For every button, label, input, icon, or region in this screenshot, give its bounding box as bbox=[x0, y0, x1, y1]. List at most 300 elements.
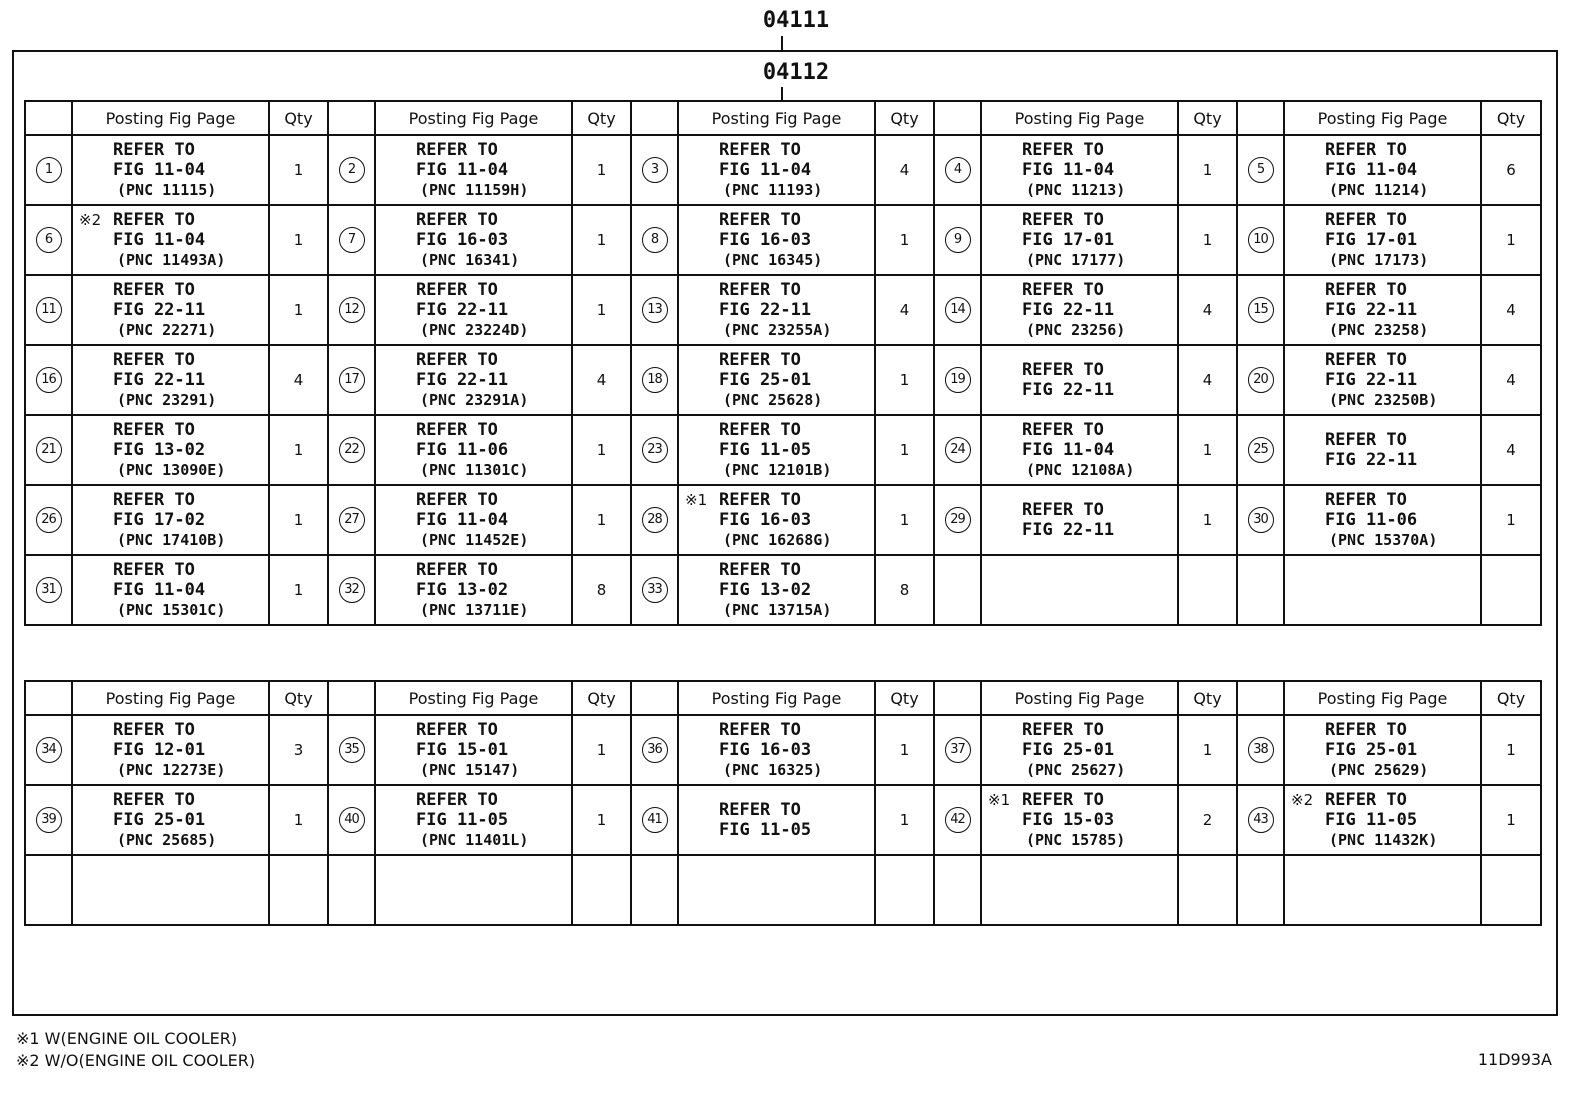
header-qty: Qty bbox=[1178, 681, 1237, 715]
fig-page-ref: FIG 22-11 bbox=[719, 300, 812, 320]
posting-fig-page-cell bbox=[72, 415, 269, 485]
fig-page-ref: FIG 11-05 bbox=[1325, 810, 1418, 830]
reference-text bbox=[982, 720, 1177, 780]
refer-to-label: REFER TO bbox=[416, 720, 498, 740]
table-header-row bbox=[25, 681, 1541, 715]
posting-fig-page-cell bbox=[1284, 205, 1481, 275]
fig-page-ref: FIG 11-04 bbox=[113, 160, 206, 180]
fig-page-ref: FIG 11-04 bbox=[1022, 440, 1115, 460]
item-number-cell bbox=[328, 715, 375, 785]
item-number: 31 bbox=[36, 577, 62, 603]
refer-to-label: REFER TO bbox=[719, 490, 801, 510]
posting-fig-page-cell bbox=[72, 275, 269, 345]
footnote-2: ※2 W/O(ENGINE OIL COOLER) bbox=[16, 1051, 256, 1070]
fig-page-ref: FIG 11-04 bbox=[719, 160, 812, 180]
pnc-ref: (PNC 25627) bbox=[1026, 761, 1126, 779]
reference-text bbox=[73, 350, 268, 410]
note-mark: ※1 bbox=[685, 491, 708, 509]
qty-cell: 1 bbox=[269, 135, 328, 205]
qty-cell: 1 bbox=[572, 135, 631, 205]
refer-to-label: REFER TO bbox=[1325, 490, 1407, 510]
qty-cell: 4 bbox=[1178, 345, 1237, 415]
fig-page-ref: FIG 11-04 bbox=[1022, 160, 1115, 180]
qty-cell bbox=[1178, 555, 1237, 625]
pnc-ref: (PNC 23255A) bbox=[723, 321, 832, 339]
qty-cell: 1 bbox=[572, 485, 631, 555]
item-number: 8 bbox=[642, 227, 668, 253]
refer-to-label: REFER TO bbox=[719, 800, 801, 820]
qty-cell: 1 bbox=[1481, 205, 1541, 275]
item-number-cell bbox=[934, 785, 981, 855]
refer-to-label: REFER TO bbox=[1022, 420, 1104, 440]
pnc-ref: (PNC 16345) bbox=[723, 251, 823, 269]
pnc-ref: (PNC 12108A) bbox=[1026, 461, 1135, 479]
item-number-cell bbox=[934, 205, 981, 275]
refer-to-label: REFER TO bbox=[1022, 140, 1104, 160]
refer-to-label: REFER TO bbox=[113, 560, 195, 580]
fig-page-ref: FIG 11-04 bbox=[113, 580, 206, 600]
refer-to-label: REFER TO bbox=[113, 210, 195, 230]
fig-page-ref: FIG 11-04 bbox=[1325, 160, 1418, 180]
header-no bbox=[25, 681, 72, 715]
pnc-ref: (PNC 12101B) bbox=[723, 461, 832, 479]
refer-to-label: REFER TO bbox=[1325, 280, 1407, 300]
pnc-ref: (PNC 17173) bbox=[1329, 251, 1429, 269]
pnc-ref: (PNC 15785) bbox=[1026, 831, 1126, 849]
fig-page-ref: FIG 11-06 bbox=[416, 440, 509, 460]
posting-fig-page-cell bbox=[981, 715, 1178, 785]
item-number-cell bbox=[934, 555, 981, 625]
fig-page-ref: FIG 25-01 bbox=[1022, 740, 1115, 760]
posting-fig-page-cell bbox=[678, 485, 875, 555]
item-number-cell bbox=[328, 345, 375, 415]
header-no bbox=[328, 101, 375, 135]
header-no bbox=[934, 101, 981, 135]
posting-fig-page-cell bbox=[72, 555, 269, 625]
item-number-cell bbox=[631, 135, 678, 205]
reference-text bbox=[1285, 280, 1480, 340]
item-number-cell bbox=[25, 855, 72, 925]
header-no bbox=[631, 681, 678, 715]
pnc-ref: (PNC 23256) bbox=[1026, 321, 1126, 339]
pnc-ref: (PNC 22271) bbox=[117, 321, 217, 339]
table-row bbox=[25, 275, 1541, 345]
header-no bbox=[1237, 681, 1284, 715]
qty-cell bbox=[1481, 855, 1541, 925]
qty-cell: 1 bbox=[875, 345, 934, 415]
item-number: 13 bbox=[642, 297, 668, 323]
reference-text bbox=[73, 140, 268, 200]
fig-page-ref: FIG 22-11 bbox=[1325, 450, 1418, 470]
refer-to-label: REFER TO bbox=[719, 210, 801, 230]
drawing-id: 11D993A bbox=[1477, 1050, 1552, 1069]
header-posting-fig-page: Posting Fig Page bbox=[981, 101, 1178, 135]
item-number-cell bbox=[328, 275, 375, 345]
fig-page-ref: FIG 17-01 bbox=[1022, 230, 1115, 250]
item-number-cell bbox=[25, 715, 72, 785]
reference-text bbox=[982, 140, 1177, 200]
pnc-ref: (PNC 13711E) bbox=[420, 601, 529, 619]
refer-to-label: REFER TO bbox=[1325, 350, 1407, 370]
header-posting-fig-page: Posting Fig Page bbox=[375, 681, 572, 715]
parts-table-2 bbox=[24, 680, 1542, 926]
fig-page-ref: FIG 25-01 bbox=[113, 810, 206, 830]
item-number-cell bbox=[631, 855, 678, 925]
item-number-cell bbox=[631, 715, 678, 785]
qty-cell: 1 bbox=[1178, 485, 1237, 555]
item-number-cell bbox=[1237, 715, 1284, 785]
refer-to-label: REFER TO bbox=[719, 420, 801, 440]
item-number: 12 bbox=[339, 297, 365, 323]
reference-text bbox=[982, 210, 1177, 270]
item-number-cell bbox=[934, 855, 981, 925]
fig-page-ref: FIG 16-03 bbox=[719, 230, 812, 250]
refer-to-label: REFER TO bbox=[113, 140, 195, 160]
pnc-ref: (PNC 15147) bbox=[420, 761, 520, 779]
qty-cell: 1 bbox=[875, 785, 934, 855]
reference-text bbox=[376, 560, 571, 620]
header-posting-fig-page: Posting Fig Page bbox=[678, 681, 875, 715]
item-number: 6 bbox=[36, 227, 62, 253]
item-number-cell bbox=[25, 135, 72, 205]
item-number: 15 bbox=[1248, 297, 1274, 323]
table-row bbox=[25, 485, 1541, 555]
item-number-cell bbox=[1237, 275, 1284, 345]
item-number-cell bbox=[631, 785, 678, 855]
posting-fig-page-cell bbox=[72, 785, 269, 855]
header-no bbox=[631, 101, 678, 135]
header-posting-fig-page: Posting Fig Page bbox=[72, 681, 269, 715]
item-number: 41 bbox=[642, 807, 668, 833]
posting-fig-page-cell bbox=[981, 205, 1178, 275]
refer-to-label: REFER TO bbox=[719, 350, 801, 370]
qty-cell: 4 bbox=[1481, 275, 1541, 345]
fig-page-ref: FIG 11-04 bbox=[113, 230, 206, 250]
pnc-ref: (PNC 15370A) bbox=[1329, 531, 1438, 549]
header-posting-fig-page: Posting Fig Page bbox=[72, 101, 269, 135]
refer-to-label: REFER TO bbox=[416, 280, 498, 300]
posting-fig-page-cell bbox=[1284, 415, 1481, 485]
header-no bbox=[934, 681, 981, 715]
posting-fig-page-cell bbox=[678, 135, 875, 205]
reference-text bbox=[679, 140, 874, 200]
pnc-ref: (PNC 11452E) bbox=[420, 531, 529, 549]
fig-page-ref: FIG 22-11 bbox=[1325, 370, 1418, 390]
item-number: 10 bbox=[1248, 227, 1274, 253]
table-row bbox=[25, 345, 1541, 415]
reference-text bbox=[1285, 210, 1480, 270]
qty-cell: 8 bbox=[572, 555, 631, 625]
posting-fig-page-cell bbox=[72, 715, 269, 785]
refer-to-label: REFER TO bbox=[416, 790, 498, 810]
item-number: 36 bbox=[642, 737, 668, 763]
pnc-ref: (PNC 23250B) bbox=[1329, 391, 1438, 409]
qty-cell: 1 bbox=[1178, 135, 1237, 205]
reference-text bbox=[1285, 350, 1480, 410]
item-number-cell bbox=[328, 135, 375, 205]
fig-page-ref: FIG 22-11 bbox=[113, 370, 206, 390]
header-no bbox=[25, 101, 72, 135]
posting-fig-page-cell bbox=[72, 855, 269, 925]
fig-page-ref: FIG 16-03 bbox=[416, 230, 509, 250]
item-number-cell bbox=[1237, 785, 1284, 855]
reference-text bbox=[1285, 430, 1480, 470]
refer-to-label: REFER TO bbox=[1325, 720, 1407, 740]
qty-cell: 1 bbox=[875, 715, 934, 785]
reference-text bbox=[73, 720, 268, 780]
pnc-ref: (PNC 13715A) bbox=[723, 601, 832, 619]
item-number: 35 bbox=[339, 737, 365, 763]
refer-to-label: REFER TO bbox=[719, 140, 801, 160]
qty-cell: 4 bbox=[875, 275, 934, 345]
table-row bbox=[25, 415, 1541, 485]
pnc-ref: (PNC 17410B) bbox=[117, 531, 226, 549]
reference-text bbox=[679, 350, 874, 410]
footnotes bbox=[16, 1028, 255, 1072]
fig-page-ref: FIG 13-02 bbox=[719, 580, 812, 600]
reference-text bbox=[376, 350, 571, 410]
item-number: 33 bbox=[642, 577, 668, 603]
posting-fig-page-cell bbox=[375, 415, 572, 485]
pnc-ref: (PNC 11493A) bbox=[117, 251, 226, 269]
item-number: 3 bbox=[642, 157, 668, 183]
item-number-cell bbox=[1237, 485, 1284, 555]
qty-cell: 2 bbox=[1178, 785, 1237, 855]
pnc-ref: (PNC 23258) bbox=[1329, 321, 1429, 339]
item-number-cell bbox=[328, 855, 375, 925]
pnc-ref: (PNC 23224D) bbox=[420, 321, 529, 339]
fig-page-ref: FIG 13-02 bbox=[416, 580, 509, 600]
pnc-ref: (PNC 25685) bbox=[117, 831, 217, 849]
item-number: 25 bbox=[1248, 437, 1274, 463]
refer-to-label: REFER TO bbox=[113, 420, 195, 440]
posting-fig-page-cell bbox=[981, 135, 1178, 205]
item-number: 19 bbox=[945, 367, 971, 393]
fig-page-ref: FIG 12-01 bbox=[113, 740, 206, 760]
item-number: 14 bbox=[945, 297, 971, 323]
item-number-cell bbox=[328, 205, 375, 275]
posting-fig-page-cell bbox=[981, 785, 1178, 855]
fig-page-ref: FIG 11-05 bbox=[719, 440, 812, 460]
refer-to-label: REFER TO bbox=[1022, 210, 1104, 230]
refer-to-label: REFER TO bbox=[416, 350, 498, 370]
qty-cell: 1 bbox=[1178, 715, 1237, 785]
qty-cell: 3 bbox=[269, 715, 328, 785]
pnc-ref: (PNC 25628) bbox=[723, 391, 823, 409]
qty-cell: 1 bbox=[1481, 715, 1541, 785]
fig-page-ref: FIG 22-11 bbox=[1022, 300, 1115, 320]
reference-text bbox=[376, 420, 571, 480]
reference-text bbox=[376, 280, 571, 340]
posting-fig-page-cell bbox=[375, 135, 572, 205]
fig-page-ref: FIG 25-01 bbox=[719, 370, 812, 390]
header-posting-fig-page: Posting Fig Page bbox=[981, 681, 1178, 715]
note-mark: ※1 bbox=[988, 791, 1011, 809]
item-number: 34 bbox=[36, 737, 62, 763]
posting-fig-page-cell bbox=[678, 275, 875, 345]
reference-text bbox=[376, 720, 571, 780]
fig-page-ref: FIG 25-01 bbox=[1325, 740, 1418, 760]
item-number: 24 bbox=[945, 437, 971, 463]
header-qty: Qty bbox=[269, 101, 328, 135]
fig-page-ref: FIG 22-11 bbox=[416, 300, 509, 320]
pnc-ref: (PNC 11301C) bbox=[420, 461, 529, 479]
refer-to-label: REFER TO bbox=[1022, 790, 1104, 810]
fig-page-ref: FIG 16-03 bbox=[719, 740, 812, 760]
posting-fig-page-cell bbox=[1284, 485, 1481, 555]
reference-text bbox=[376, 140, 571, 200]
header-qty: Qty bbox=[572, 681, 631, 715]
posting-fig-page-cell bbox=[375, 205, 572, 275]
refer-to-label: REFER TO bbox=[1022, 280, 1104, 300]
item-number: 29 bbox=[945, 507, 971, 533]
posting-fig-page-cell bbox=[981, 555, 1178, 625]
reference-text bbox=[73, 210, 268, 270]
refer-to-label: REFER TO bbox=[113, 720, 195, 740]
table-row bbox=[25, 555, 1541, 625]
header-no bbox=[328, 681, 375, 715]
reference-text bbox=[1285, 790, 1480, 850]
refer-to-label: REFER TO bbox=[416, 140, 498, 160]
item-number: 1 bbox=[36, 157, 62, 183]
item-number-cell bbox=[1237, 135, 1284, 205]
header-qty: Qty bbox=[1178, 101, 1237, 135]
item-number: 17 bbox=[339, 367, 365, 393]
qty-cell: 4 bbox=[1178, 275, 1237, 345]
item-number: 22 bbox=[339, 437, 365, 463]
posting-fig-page-cell bbox=[678, 785, 875, 855]
qty-cell: 8 bbox=[875, 555, 934, 625]
table-row bbox=[25, 135, 1541, 205]
fig-page-ref: FIG 11-05 bbox=[719, 820, 812, 840]
subassembly-code: 04112 bbox=[762, 60, 830, 85]
pnc-ref: (PNC 25629) bbox=[1329, 761, 1429, 779]
parts-table-1 bbox=[24, 100, 1542, 626]
qty-cell bbox=[572, 855, 631, 925]
item-number: 27 bbox=[339, 507, 365, 533]
reference-text bbox=[376, 490, 571, 550]
qty-cell: 1 bbox=[572, 715, 631, 785]
fig-page-ref: FIG 15-03 bbox=[1022, 810, 1115, 830]
fig-page-ref: FIG 17-02 bbox=[113, 510, 206, 530]
item-number: 37 bbox=[945, 737, 971, 763]
reference-text bbox=[982, 790, 1177, 850]
pnc-ref: (PNC 11213) bbox=[1026, 181, 1126, 199]
posting-fig-page-cell bbox=[1284, 715, 1481, 785]
pnc-ref: (PNC 17177) bbox=[1026, 251, 1126, 269]
reference-text bbox=[73, 490, 268, 550]
header-posting-fig-page: Posting Fig Page bbox=[1284, 681, 1481, 715]
posting-fig-page-cell bbox=[375, 715, 572, 785]
fig-page-ref: FIG 22-11 bbox=[1325, 300, 1418, 320]
item-number-cell bbox=[631, 415, 678, 485]
pnc-ref: (PNC 16268G) bbox=[723, 531, 832, 549]
fig-page-ref: FIG 22-11 bbox=[416, 370, 509, 390]
refer-to-label: REFER TO bbox=[113, 350, 195, 370]
item-number-cell bbox=[25, 345, 72, 415]
header-qty: Qty bbox=[1481, 101, 1541, 135]
item-number-cell bbox=[1237, 415, 1284, 485]
qty-cell: 4 bbox=[572, 345, 631, 415]
qty-cell: 4 bbox=[1481, 415, 1541, 485]
qty-cell: 1 bbox=[875, 415, 934, 485]
item-number-cell bbox=[1237, 345, 1284, 415]
posting-fig-page-cell bbox=[375, 855, 572, 925]
pnc-ref: (PNC 16341) bbox=[420, 251, 520, 269]
header-posting-fig-page: Posting Fig Page bbox=[678, 101, 875, 135]
fig-page-ref: FIG 11-05 bbox=[416, 810, 509, 830]
item-number: 42 bbox=[945, 807, 971, 833]
leader-line bbox=[781, 36, 783, 51]
table-header-row bbox=[25, 101, 1541, 135]
item-number-cell bbox=[25, 205, 72, 275]
header-no bbox=[1237, 101, 1284, 135]
reference-text bbox=[1285, 490, 1480, 550]
item-number-cell bbox=[934, 275, 981, 345]
item-number: 2 bbox=[339, 157, 365, 183]
qty-cell: 1 bbox=[269, 275, 328, 345]
posting-fig-page-cell bbox=[981, 485, 1178, 555]
qty-cell: 1 bbox=[572, 205, 631, 275]
refer-to-label: REFER TO bbox=[1022, 500, 1104, 520]
item-number-cell bbox=[934, 135, 981, 205]
reference-text bbox=[73, 790, 268, 850]
fig-page-ref: FIG 22-11 bbox=[113, 300, 206, 320]
qty-cell: 1 bbox=[269, 205, 328, 275]
pnc-ref: (PNC 11401L) bbox=[420, 831, 529, 849]
item-number-cell bbox=[25, 485, 72, 555]
header-qty: Qty bbox=[269, 681, 328, 715]
pnc-ref: (PNC 23291A) bbox=[420, 391, 529, 409]
refer-to-label: REFER TO bbox=[1325, 210, 1407, 230]
item-number: 30 bbox=[1248, 507, 1274, 533]
reference-text bbox=[679, 280, 874, 340]
reference-text bbox=[73, 280, 268, 340]
qty-cell: 1 bbox=[1178, 415, 1237, 485]
item-number: 21 bbox=[36, 437, 62, 463]
pnc-ref: (PNC 11214) bbox=[1329, 181, 1429, 199]
posting-fig-page-cell bbox=[375, 555, 572, 625]
posting-fig-page-cell bbox=[981, 855, 1178, 925]
item-number-cell bbox=[631, 205, 678, 275]
qty-cell: 1 bbox=[1178, 205, 1237, 275]
table-row bbox=[25, 855, 1541, 925]
item-number: 11 bbox=[36, 297, 62, 323]
posting-fig-page-cell bbox=[678, 555, 875, 625]
item-number: 9 bbox=[945, 227, 971, 253]
qty-cell bbox=[269, 855, 328, 925]
item-number-cell bbox=[631, 485, 678, 555]
item-number: 28 bbox=[642, 507, 668, 533]
item-number-cell bbox=[328, 555, 375, 625]
item-number-cell bbox=[328, 415, 375, 485]
posting-fig-page-cell bbox=[678, 345, 875, 415]
fig-page-ref: FIG 15-01 bbox=[416, 740, 509, 760]
posting-fig-page-cell bbox=[375, 345, 572, 415]
item-number-cell bbox=[1237, 555, 1284, 625]
pnc-ref: (PNC 11115) bbox=[117, 181, 217, 199]
item-number-cell bbox=[1237, 205, 1284, 275]
leader-line bbox=[781, 87, 783, 101]
qty-cell bbox=[875, 855, 934, 925]
qty-cell: 1 bbox=[269, 485, 328, 555]
reference-text bbox=[679, 210, 874, 270]
item-number: 16 bbox=[36, 367, 62, 393]
posting-fig-page-cell bbox=[375, 785, 572, 855]
header-qty: Qty bbox=[1481, 681, 1541, 715]
posting-fig-page-cell bbox=[1284, 785, 1481, 855]
item-number: 38 bbox=[1248, 737, 1274, 763]
